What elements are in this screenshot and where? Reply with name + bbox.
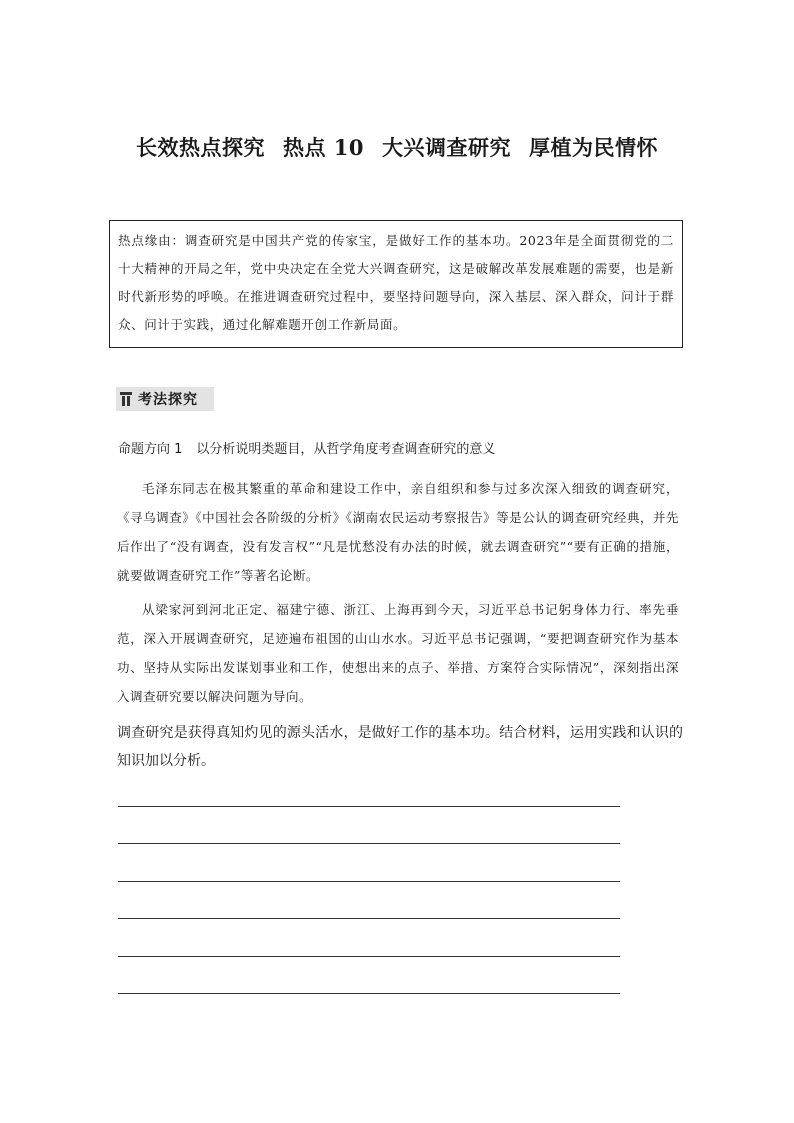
section-header <box>116 387 214 411</box>
page-title <box>0 132 794 162</box>
question-direction <box>118 438 495 457</box>
section-marker-icon <box>120 392 132 406</box>
hotspot-text: 热点缘由：调查研究是中国共产党的传家宝，是做好工作的基本功。2023年是全面贯彻党的二十大精神的开局之年，党中央决定在全党大兴调查研究，这是破解改革发展难题的需要，也是新时代新形势的呼唤。在推进调查研究过程中，要坚持问题导向，深入基层、深入群众，问计于群众、问计于实践，通过化解难题开创工作新局面。 <box>118 233 674 332</box>
answer-line-3[interactable] <box>118 881 620 882</box>
section-label: 考法探究 <box>138 392 198 408</box>
material-paragraph-1: 毛泽东同志在极其繁重的革命和建设工作中，亲自组织和参与过多次深入细致的调查研究，《寻乌调查》《中国社会各阶级的分析》《湖南农民运动考察报告》等是公认的调查研究经典，并先后作出了“没有调查，没有发言权”“凡是忧愁没有办法的时候，就去调查研究”“要有正确的措施，就要做调查研究工作”等著名论断。 <box>117 481 679 583</box>
answer-line-5[interactable] <box>118 956 620 957</box>
title-part-2: 热点 10 <box>282 135 365 160</box>
title-part-4: 厚植为民情怀 <box>529 135 659 160</box>
title-part-3: 大兴调查研究 <box>382 135 512 160</box>
direction-label: 命题方向 1 <box>118 442 183 457</box>
title-part-1: 长效热点探究 <box>135 135 265 160</box>
answer-line-1[interactable] <box>118 806 620 807</box>
hotspot-box <box>109 220 683 348</box>
material-paragraph-2: 从梁家河到河北正定、福建宁德、浙江、上海再到今天，习近平总书记躬身体力行、率先垂范，深入开展调查研究，足迹遍布祖国的山山水水。习近平总书记强调，“要把调查研究作为基本功、坚持从实际出发谋划事业和工作，使想出来的点子、举措、方案符合实际情况”，深刻指出深入调查研究要以解决问题为导向。 <box>117 602 679 704</box>
answer-line-2[interactable] <box>118 843 620 844</box>
answer-line-6[interactable] <box>118 993 620 994</box>
question-text: 调查研究是获得真知灼见的源头活水，是做好工作的基本功。结合材料，运用实践和认识的知识加以分析。 <box>117 725 683 769</box>
direction-text: 以分析说明类题目，从哲学角度考查调查研究的意义 <box>196 442 496 457</box>
answer-line-4[interactable] <box>118 918 620 919</box>
